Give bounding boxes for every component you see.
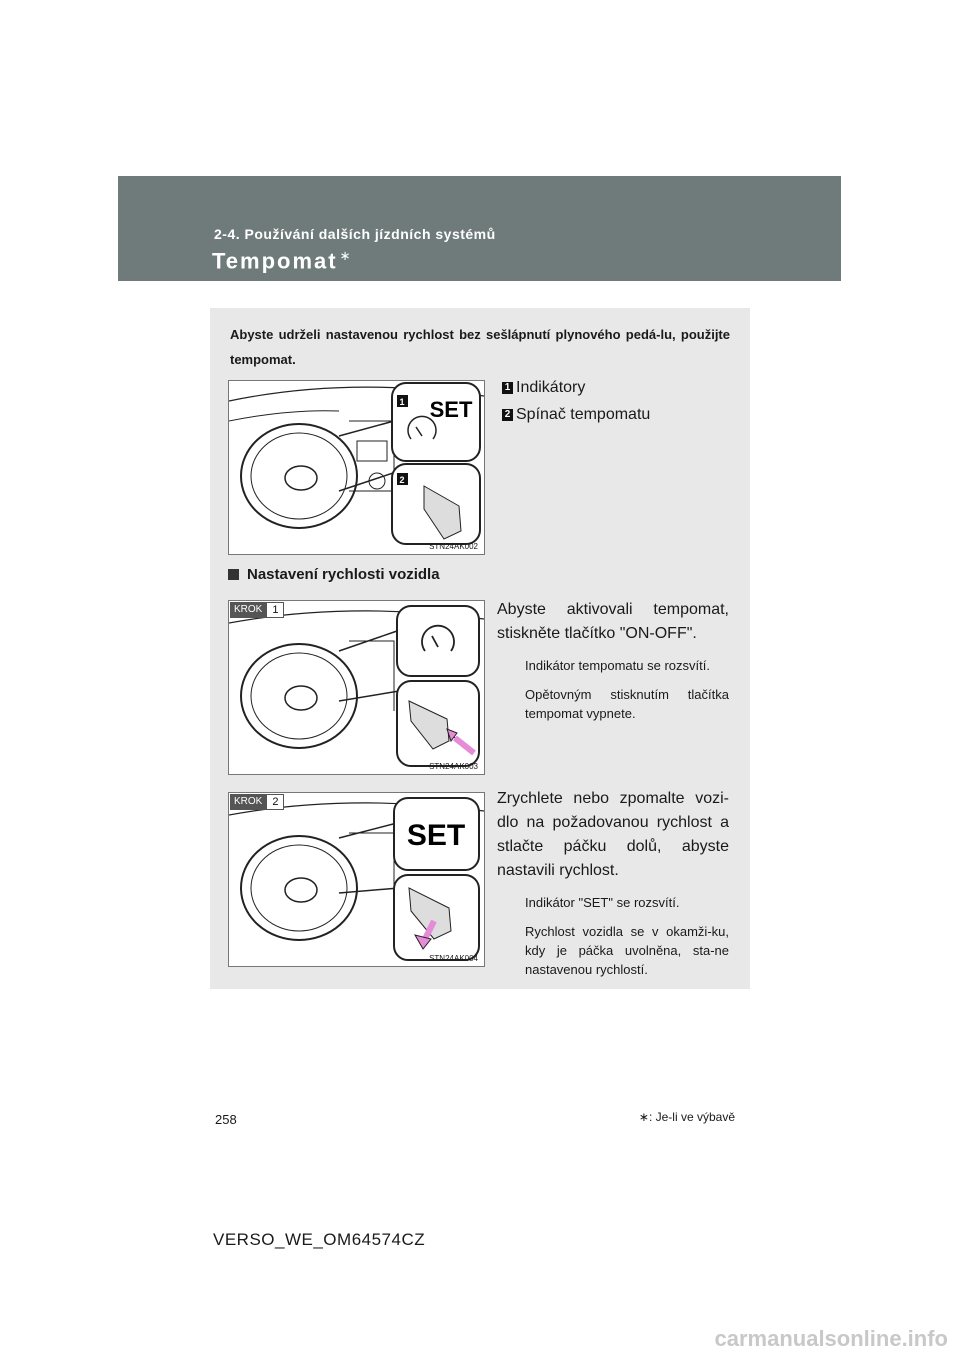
step-note: Indikátor tempomatu se rozsvítí. — [525, 658, 710, 673]
set-callout: SET — [406, 819, 466, 852]
optional-mark: ∗ — [339, 248, 353, 263]
page-title: Tempomat ∗ — [212, 248, 353, 274]
step-2-text — [497, 787, 729, 979]
content-panel — [210, 308, 750, 989]
subheading: Nastavení rychlosti vozidla — [228, 566, 440, 583]
step-note: Indikátor "SET" se rozsvítí. — [525, 895, 680, 910]
legend-item: 1 Indikátory — [502, 374, 650, 401]
svg-text:2: 2 — [399, 475, 405, 485]
figure-step-2 — [228, 792, 485, 967]
chapter-header — [118, 176, 841, 281]
figure-code: STN24AK002 — [429, 542, 478, 551]
legend-item: 2 Spínač tempomatu — [502, 401, 650, 428]
figure-code: STN24AK003 — [429, 762, 478, 771]
watermark: carmanualsonline.info — [714, 1326, 948, 1351]
document-id: VERSO_WE_OM64574CZ — [213, 1230, 426, 1249]
svg-text:1: 1 — [399, 397, 405, 407]
step1-illustration — [229, 601, 484, 774]
section-title: 2-4. Používání dalších jízdních systémů — [214, 226, 496, 242]
step-badge: KROK 1 — [230, 602, 284, 618]
step-1-text — [497, 598, 729, 723]
step-note: Rychlost vozidla se v okamži-ku, kdy je páčka uvolněna, sta-ne nastavenou rychlostí. — [525, 924, 729, 977]
footnote: ∗: Je-li ve výbavě — [638, 1110, 735, 1124]
page-number: 258 — [215, 1112, 237, 1127]
step-badge: KROK 2 — [230, 794, 284, 810]
dashboard-illustration — [229, 381, 484, 554]
step2-illustration — [229, 793, 484, 966]
figure-step-1 — [228, 600, 485, 775]
set-callout: SET — [429, 397, 473, 422]
figure-code: STN24AK004 — [429, 954, 478, 963]
intro-text: Abyste udrželi nastavenou rychlost bez sešlápnutí plynového pedá-lu, použijte tempomat. — [230, 327, 730, 367]
step-note: Opětovným stisknutím tlačítka tempomat vypnete. — [525, 687, 729, 721]
step-instruction: Abyste aktivovali tempomat, stiskněte tlačítko "ON-OFF". — [497, 601, 729, 642]
square-bullet-icon — [228, 569, 239, 580]
figure-overview — [228, 380, 485, 555]
step-instruction: Zrychlete nebo zpomalte vozi-dlo na požadovanou rychlost a stlačte páčku dolů, abyste nastavili rychlost. — [497, 790, 729, 879]
figure-legend — [502, 374, 650, 428]
